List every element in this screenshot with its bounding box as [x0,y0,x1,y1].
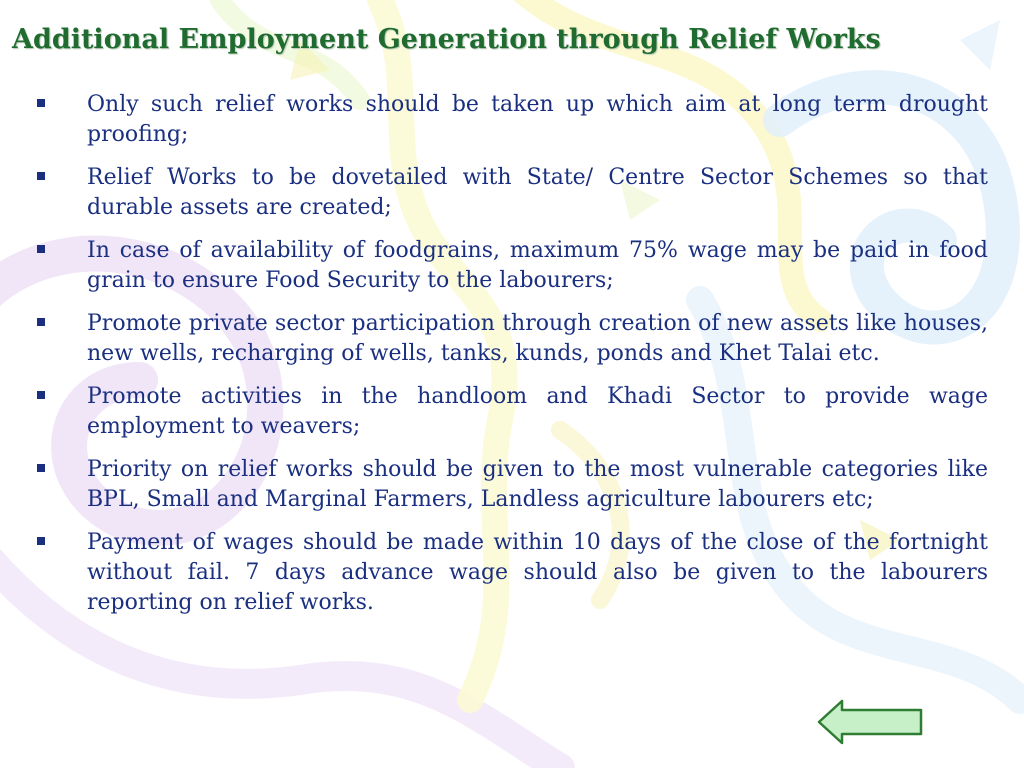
square-bullet-icon [37,245,45,253]
bullet-text: Payment of wages should be made within 10 days of the close of the fortnight without fail. 7 days advance wage should also be given to the labourers reporting on relief works. [87,530,988,615]
bullet-item [36,455,988,515]
bullet-text: Promote activities in the handloom and Khadi Sector to provide wage employment to weavers; [87,384,988,439]
square-bullet-icon [37,464,45,472]
square-bullet-icon [37,99,45,107]
bullet-item [36,528,988,618]
square-bullet-icon [37,318,45,326]
bullet-text: Relief Works to be dovetailed with State/ Centre Sector Schemes so that durable assets are created; [87,165,988,220]
square-bullet-icon [37,391,45,399]
bullet-item [36,382,988,442]
bullet-text: Priority on relief works should be given to the most vulnerable categories like BPL, Small and Marginal Farmers, Landless agriculture labourers etc; [87,457,988,512]
bullet-list [36,90,988,631]
bullet-text: In case of availability of foodgrains, maximum 75% wage may be paid in food grain to ensure Food Security to the labourers; [87,238,988,293]
bullet-item [36,309,988,369]
square-bullet-icon [37,172,45,180]
bullet-item [36,163,988,223]
bullet-text: Only such relief works should be taken up which aim at long term drought proofing; [87,92,988,147]
bullet-item [36,90,988,150]
bullet-text: Promote private sector participation through creation of new assets like houses, new wells, recharging of wells, tanks, kunds, ponds and Khet Talai etc. [87,311,988,366]
back-button[interactable] [816,698,926,746]
square-bullet-icon [37,537,45,545]
bullet-item [36,236,988,296]
slide-title: Additional Employment Generation through Relief Works [12,24,881,55]
left-arrow-icon [816,698,926,746]
